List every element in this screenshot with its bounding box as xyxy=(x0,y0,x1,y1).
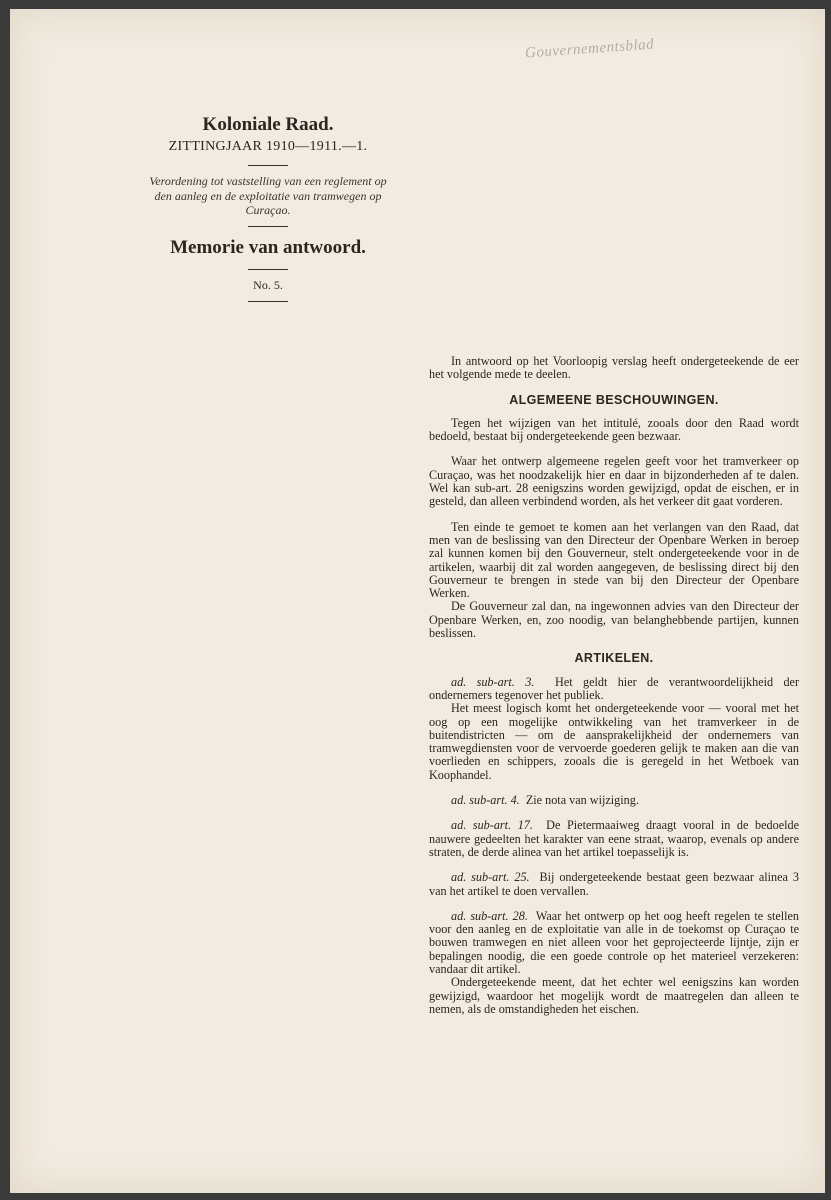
section-heading-articles: ARTIKELEN. xyxy=(574,651,654,666)
paragraph: Tegen het wijzigen van het intitulé, zooals door den Raad wordt bedoeld, bestaat bij ondergeteekende geen bezwaar. xyxy=(429,415,799,444)
article-text: Waar het ontwerp op het oog heeft regelen te stellen voor den aanleg en de exploitatie van alle in de toekomst op Curaçao te bouwen tramwegen en niet alleen voor het geprojecteerde lijntje, zijn er bepalingen noodig, die een goede controle op het materieel verzekeren: vandaar dit artikel. xyxy=(429,908,800,976)
document-type: Memorie van antwoord. xyxy=(170,236,366,258)
article-note xyxy=(429,676,799,703)
article-text: Zie nota van wijziging. xyxy=(525,793,639,808)
session-year: ZITTINGJAAR 1910—1911.—1. xyxy=(168,139,368,154)
article-ref: ad. sub-art. 4. xyxy=(451,793,520,808)
article-ref: ad. sub-art. 28. xyxy=(451,908,528,923)
divider xyxy=(248,165,288,166)
handwritten-note: Gouvernementsblad xyxy=(524,36,655,62)
article-ref: ad. sub-art. 3. xyxy=(451,674,535,689)
document-number: No. 5. xyxy=(253,277,283,292)
article-text: Het geldt hier de verantwoordelijkheid der ondernemers tegenover het publiek. xyxy=(429,674,800,702)
article-text: Bij ondergeteekende bestaat geen bezwaar alinea 3 van het artikel te doen vervallen. xyxy=(429,870,799,898)
article-note xyxy=(429,910,799,976)
article-note xyxy=(429,702,799,782)
paragraph: De Gouverneur zal dan, na ingewonnen advies van den Directeur der Openbare Werken, en, zoo noodig, van belanghebbende partijen, kunnen beslissen. xyxy=(429,599,799,641)
document-page xyxy=(10,9,825,1193)
document-header xyxy=(143,113,393,310)
article-note xyxy=(429,794,799,807)
article-ref: ad. sub-art. 17. xyxy=(451,818,533,833)
divider xyxy=(248,301,288,302)
article-note xyxy=(429,819,799,859)
paragraph: Waar het ontwerp algemeene regelen geeft voor het tramverkeer op Curaçao, was het noodzakelijk hier en daar in bijzonderheden af te dalen. Wel kan sub-art. 28 eenigszins worden gewijzigd, opdat de eischen, er in gesteld, dan alleen verbindend worden, als het verkeer dit gaat vorderen. xyxy=(429,454,799,509)
article-text: De Pietermaaiweg draagt vooral in de bedoelde nauwere gedeelten het karakter van eene straat, waarop, evenals op andere straten, de derde alinea van het artikel toepasselijk is. xyxy=(429,818,800,859)
document-body xyxy=(429,355,799,1028)
divider xyxy=(248,226,288,227)
council-title: Koloniale Raad. xyxy=(202,114,334,135)
intro-paragraph: In antwoord op het Voorloopig verslag heeft ondergeteekende de eer het volgende mede te deelen. xyxy=(429,354,799,382)
article-note xyxy=(429,871,799,898)
article-text: Ondergeteekende meent, dat het echter wel eenigszins kan worden gewijzigd, waardoor het mogelijk wordt de maatregelen dan alleen te nemen, als de omstandigheden het eischen. xyxy=(429,975,799,1016)
article-ref: ad. sub-art. 25. xyxy=(451,870,530,885)
section-heading-general: ALGEMEENE BESCHOUWINGEN. xyxy=(509,392,719,407)
divider xyxy=(248,269,288,270)
ordinance-subject: Verordening tot vaststelling van een reglement op den aanleg en de exploitatie van tramwegen op Curaçao. xyxy=(149,174,387,217)
article-text: Het meest logisch komt het ondergeteekende voor — vooral met het oog op een mogelijke ontwikkeling van het tramverkeer in de buitendistricten — om de aansprakelijkheid der ondernemers van tramwegdiensten voor de vervoerde goederen gelijk te maken aan die van voerlieden en schippers, zooals die is geregeld in het Wetboek van Koophandel. xyxy=(429,701,799,782)
article-note xyxy=(429,976,799,1016)
paragraph: Ten einde te gemoet te komen aan het verlangen van den Raad, dat men van de beslissing van den Directeur der Openbare Werken in beroep zal kunnen komen bij den Gouverneur, stelt ondergeteekende voor in de artikelen, waarbij dit zal worden aangegeven, de beslissing direct bij den Gouverneur te brengen in stede van bij den Directeur der Openbare Werken. xyxy=(429,519,799,601)
